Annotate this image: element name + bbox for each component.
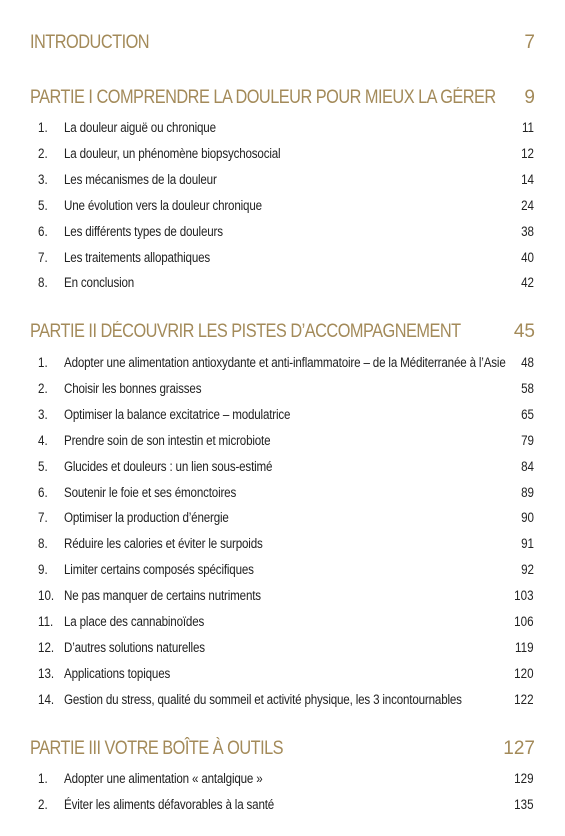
entry-label: La douleur aiguë ou chronique [64, 120, 216, 135]
entry-label: Adopter une alimentation antioxydante et anti-inflammatoire – de la Méditerranée à l’Asie [64, 355, 506, 370]
entry-label: La douleur, un phénomène biopsychosocial [64, 145, 281, 161]
section-page-number: 9 [524, 87, 535, 108]
entry-page-number: 135 [514, 796, 534, 812]
section-page-number: 45 [513, 321, 535, 342]
entry-number: 10. [38, 588, 55, 604]
toc-entry [0, 196, 565, 216]
entry-label: Les mécanismes de la douleur [64, 171, 217, 187]
section-heading [30, 87, 496, 113]
section-page-number: 7 [524, 32, 535, 53]
entry-label: Prendre soin de son intestin et microbiote [64, 432, 271, 448]
entry-label: Choisir les bonnes graisses [64, 380, 202, 396]
entry-number: 7. [38, 510, 48, 526]
entry-number: 8. [38, 275, 48, 291]
entry-page-number: 79 [521, 432, 534, 448]
entry-number: 3. [38, 406, 48, 422]
toc-entry [0, 560, 565, 580]
entry-label: Adopter une alimentation « antalgique » [64, 771, 263, 786]
entry-page-number: 103 [514, 588, 534, 604]
entry-label: Limiter certains composés spécifiques [64, 562, 254, 578]
toc-entry [0, 534, 565, 554]
entry-number: 1. [38, 355, 48, 370]
entry-label: Une évolution vers la douleur chronique [64, 197, 262, 213]
toc-entry [0, 638, 565, 658]
entry-number: 6. [38, 484, 48, 500]
entry-label: Glucides et douleurs : un lien sous-estimé [64, 458, 273, 474]
entry-label: En conclusion [64, 275, 135, 291]
entry-page-number: 89 [521, 484, 534, 500]
toc-entry [0, 405, 565, 425]
section-page-number: 127 [503, 738, 535, 759]
entry-number: 3. [38, 171, 48, 187]
entry-page-number: 106 [514, 614, 534, 629]
section-title: PARTIE III VOTRE BOÎTE À OUTILS [30, 738, 284, 759]
entry-number: 5. [38, 197, 48, 213]
entry-label: Réduire les calories et éviter le surpoids [64, 536, 263, 552]
entry-page-number: 24 [521, 197, 534, 213]
entry-number: 2. [38, 145, 48, 161]
entry-number: 6. [38, 223, 48, 239]
toc-entry [0, 118, 565, 138]
entry-number: 14. [38, 691, 55, 707]
section-heading [30, 321, 464, 347]
entry-number: 12. [38, 639, 55, 655]
entry-page-number: 14 [521, 171, 534, 187]
entry-page-number: 91 [521, 536, 534, 552]
toc-entry [0, 222, 565, 242]
toc-entry [0, 586, 565, 606]
entry-label: Ne pas manquer de certains nutriments [64, 588, 261, 604]
entry-label: Les traitements allopathiques [64, 249, 211, 265]
entry-label: Optimiser la balance excitatrice – modulatrice [64, 406, 291, 422]
entry-page-number: 84 [521, 458, 534, 474]
entry-page-number: 90 [521, 510, 534, 526]
toc-entry [0, 690, 565, 710]
entry-number: 11. [38, 614, 54, 629]
entry-page-number: 58 [521, 380, 534, 396]
section-heading [30, 738, 464, 764]
entry-label: Applications topiques [64, 665, 171, 681]
entry-page-number: 65 [521, 406, 534, 422]
entry-number: 2. [38, 380, 48, 396]
entry-label: Gestion du stress, qualité du sommeil et activité physique, les 3 incontournables [64, 691, 462, 707]
entry-page-number: 122 [514, 691, 534, 707]
entry-number: 9. [38, 562, 48, 578]
entry-label: D’autres solutions naturelles [64, 639, 205, 655]
section-title: INTRODUCTION [30, 32, 150, 53]
toc-entry [0, 248, 565, 268]
entry-number: 7. [38, 249, 48, 265]
entry-page-number: 119 [515, 639, 534, 655]
entry-number: 1. [38, 771, 48, 786]
section-title: PARTIE II DÉCOUVRIR LES PISTES D’ACCOMPAGNEMENT [30, 321, 461, 342]
toc-entry [0, 431, 565, 451]
entry-page-number: 120 [514, 665, 534, 681]
toc-entry [0, 612, 565, 632]
entry-label: Soutenir le foie et ses émonctoires [64, 484, 237, 500]
entry-page-number: 48 [521, 355, 534, 370]
entry-page-number: 42 [521, 275, 534, 291]
toc-entry [0, 769, 565, 789]
section-title: PARTIE I COMPRENDRE LA DOULEUR POUR MIEUX LA GÉRER [30, 87, 496, 108]
entry-number: 13. [38, 665, 55, 681]
entry-number: 1. [38, 120, 48, 135]
entry-page-number: 92 [521, 562, 534, 578]
toc-entry [0, 508, 565, 528]
entry-number: 4. [38, 432, 48, 448]
entry-page-number: 12 [521, 145, 534, 161]
toc-entry [0, 353, 565, 373]
toc-entry [0, 795, 565, 815]
entry-page-number: 40 [521, 249, 534, 265]
entry-number: 8. [38, 536, 48, 552]
entry-page-number: 11 [521, 120, 534, 135]
toc-entry [0, 273, 565, 293]
entry-page-number: 38 [521, 223, 534, 239]
entry-label: Éviter les aliments défavorables à la santé [64, 796, 275, 812]
entry-page-number: 129 [514, 771, 534, 786]
toc-entry [0, 457, 565, 477]
toc-entry [0, 170, 565, 190]
toc-entry [0, 664, 565, 684]
toc-entry [0, 144, 565, 164]
entry-number: 5. [38, 458, 48, 474]
section-heading [30, 32, 464, 58]
toc-entry [0, 483, 565, 503]
entry-label: Les différents types de douleurs [64, 223, 223, 239]
entry-label: La place des cannabinoïdes [64, 614, 205, 629]
toc-entry [0, 379, 565, 399]
entry-label: Optimiser la production d’énergie [64, 510, 229, 526]
entry-number: 2. [38, 796, 48, 812]
